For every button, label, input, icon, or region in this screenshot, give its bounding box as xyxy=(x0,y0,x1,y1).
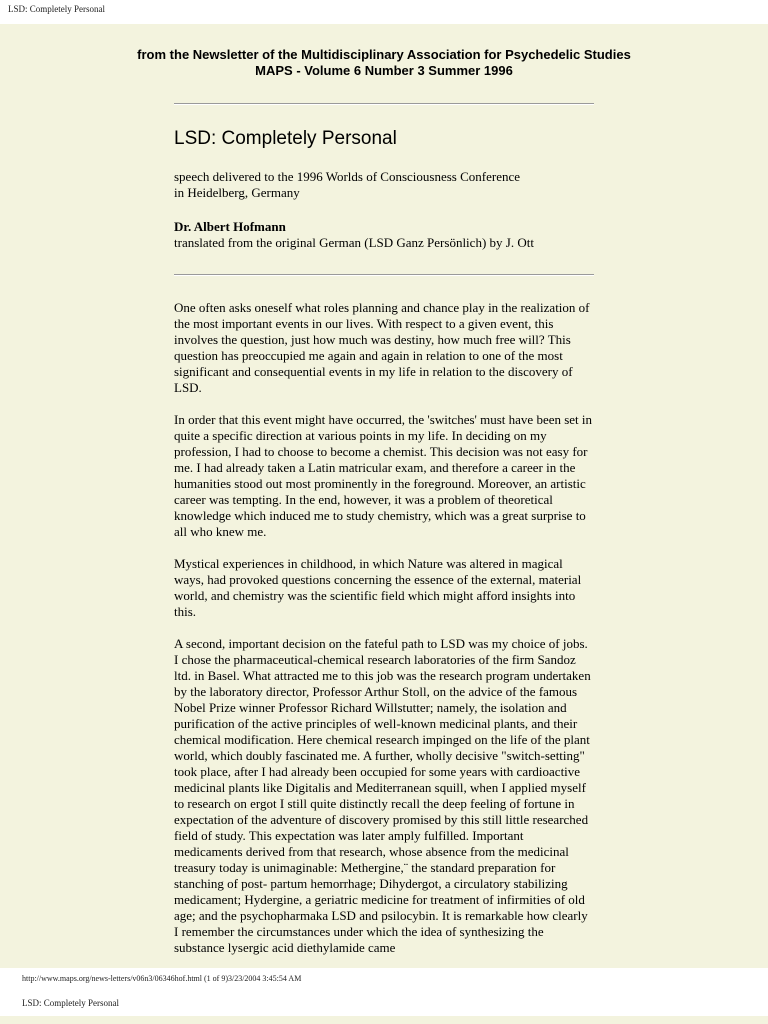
article-title: LSD: Completely Personal xyxy=(174,128,397,149)
author-block xyxy=(174,219,594,251)
print-footer-title: LSD: Completely Personal xyxy=(22,998,119,1008)
horizontal-rule xyxy=(174,274,594,276)
newsletter-masthead xyxy=(0,47,768,79)
article-body xyxy=(174,300,594,968)
subtitle-line-2: in Heidelberg, Germany xyxy=(174,185,300,200)
subtitle-line-1: speech delivered to the 1996 Worlds of Consciousness Conference xyxy=(174,169,521,184)
paragraph: One often asks oneself what roles planning and chance play in the realization of the most important events in our lives. With respect to a given event, this involves the question, just how much was destiny, how much free will? This question has preoccupied me again and again in relation to one of the most significant and consequential events in my life in relation to the discovery of LSD. xyxy=(174,300,590,395)
translation-credit: translated from the original German (LSD Ganz Persönlich) by J. Ott xyxy=(174,235,534,250)
article-subtitle xyxy=(174,169,594,201)
document-page xyxy=(0,24,768,968)
horizontal-rule xyxy=(174,103,594,105)
print-header-title: LSD: Completely Personal xyxy=(8,4,105,14)
paragraph: Mystical experiences in childhood, in which Nature was altered in magical ways, had provoked questions concerning the essence of the external, material world, and chemistry was the scientific field which might afford insights into this. xyxy=(174,556,582,619)
paragraph: A second, important decision on the fateful path to LSD was my choice of jobs. I chose the pharmaceutical-chemical research laboratories of the firm Sandoz ltd. in Basel. What attracted me to this job was the research program undertaken by the laboratory director, Professor Arthur Stoll, on the advice of the famous Nobel Prize winner Professor Richard Willstutter; namely, the isolation and purification of the active principles of well-known medicinal plants, and their chemical modification. Here chemical research impinged on the life of the plant world, which doubly fascinated me. A further, wholly decisive "switch-setting" took place, after I had already been occupied for some years with cardioactive medicinal plants like Digitalis and Mediterranean squill, when I applied myself to research on ergot I still quite distinctly recall the deep feeling of fortune in expectation of the adventure of discovery promised by this still little researched field of study. This expectation was later amply fulfilled. Important medicaments derived from that research, whose absence from the medicinal treasury today is unimaginable: Methergine,¨ the standard preparation for stanching of post- partum hemorrhage; Dihydergot, a circulatory stabilizing medicament; Hydergine, a geriatric medicine for treatment of infirmities of old age; and the psychopharmaka LSD and psilocybin. It is remarkable how clearly I remember the circumstances under which the idea of synthesizing the substance lysergic acid diethylamide came xyxy=(174,636,591,955)
print-footer-url: http://www.maps.org/news-letters/v06n3/06346hof.html (1 of 9)3/23/2004 3:45:54 AM xyxy=(22,974,302,983)
masthead-line-2: MAPS - Volume 6 Number 3 Summer 1996 xyxy=(255,63,513,78)
next-page-edge xyxy=(0,1016,768,1024)
masthead-line-1: from the Newsletter of the Multidisciplinary Association for Psychedelic Studies xyxy=(137,47,631,62)
paragraph: In order that this event might have occurred, the 'switches' must have been set in quite a specific direction at various points in my life. In deciding on my profession, I had to choose to become a chemist. This decision was not easy for me. I had already taken a Latin matricular exam, and therefore a career in the humanities stood out most prominently in the foreground. Moreover, an artistic career was tempting. In the end, however, it was a problem of theoretical knowledge which induced me to study chemistry, which was a great surprise to all who knew me. xyxy=(174,412,593,539)
author-name: Dr. Albert Hofmann xyxy=(174,219,286,234)
